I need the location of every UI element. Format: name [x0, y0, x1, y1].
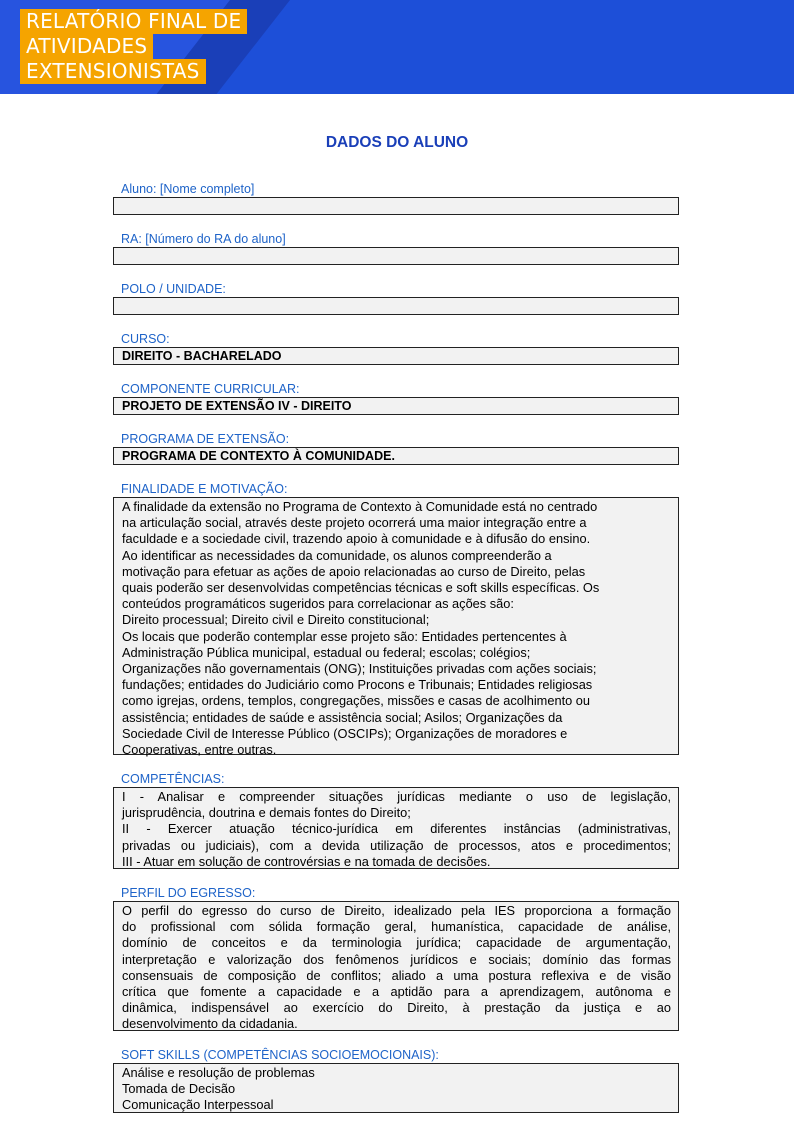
curso-label: CURSO: — [121, 332, 170, 346]
ra-field[interactable] — [113, 247, 679, 265]
finalidade-field — [113, 497, 679, 758]
text-line: Ao identificar as necessidades da comunidade, os alunos compreenderão a — [122, 547, 552, 563]
text-line: Tomada de Decisão — [122, 1081, 236, 1097]
text-line: motivação para efetuar as ações de apoio relacionadas ao curso de Direito, pelas — [122, 563, 586, 579]
componente-label: COMPONENTE CURRICULAR: — [121, 382, 300, 396]
text-line: fundações; entidades do Judiciário como Procons e Tribunais; Entidades religiosas — [122, 677, 593, 693]
curso-field: DIREITO - BACHARELADO — [113, 347, 679, 365]
competencias-label: COMPETÊNCIAS: — [121, 772, 225, 786]
text-line: como igrejas, ordens, templos, congregações, missões e casas de acolhimento ou — [122, 693, 591, 709]
text-line: faculdade e a sociedade civil, trazendo apoio à comunidade e à difusão do ensino. — [122, 531, 591, 547]
text-line: conteúdos programáticos sugeridos para correlacionar as ações são: — [122, 596, 514, 612]
polo-label: POLO / UNIDADE: — [121, 282, 226, 296]
aluno-field[interactable] — [113, 197, 679, 215]
programa-field: PROGRAMA DE CONTEXTO À COMUNIDADE. — [113, 447, 679, 465]
text-line: Direito processual; Direito civil e Direito constitucional; — [122, 612, 430, 628]
report-title-line: EXTENSIONISTAS — [20, 59, 206, 84]
text-line: jurisprudência, doutrina e demais fontes do Direito; — [122, 805, 411, 821]
report-title-line: ATIVIDADES — [20, 34, 153, 59]
text-line: assistência; entidades de saúde e assistência social; Asilos; Organizações da — [122, 709, 563, 725]
componente-field: PROJETO DE EXTENSÃO IV - DIREITO — [113, 397, 679, 415]
text-line: II - Exercer atuação técnico-jurídica em diferentes instâncias (administrativas, — [122, 821, 671, 837]
text-line: desenvolvimento da cidadania. — [122, 1016, 298, 1032]
text-line: Análise e resolução de problemas — [122, 1065, 315, 1080]
text-line: Os locais que poderão contemplar esse projeto são: Entidades pertencentes à — [122, 628, 567, 644]
polo-field[interactable] — [113, 297, 679, 315]
text-line: do profissional com sólida formação geral, humanística, capacidade de análise, — [122, 919, 671, 935]
perfil-label: PERFIL DO EGRESSO: — [121, 886, 256, 900]
soft-skills-field — [113, 1063, 679, 1113]
text-line: III - Atuar em solução de controvérsias e na tomada de decisões. — [122, 853, 491, 869]
programa-label: PROGRAMA DE EXTENSÃO: — [121, 432, 290, 446]
aluno-label: Aluno: [Nome completo] — [121, 182, 255, 196]
finalidade-label: FINALIDADE E MOTIVAÇÃO: — [121, 482, 288, 496]
text-line: privadas ou judiciais), com a devida utilização de processos, atos e procedimentos; — [122, 837, 671, 853]
ra-label: RA: [Número do RA do aluno] — [121, 232, 286, 246]
text-line: crítica que fomente a capacidade e a aptidão para a aprendizagem, autônoma e — [122, 984, 671, 1000]
text-line: O perfil do egresso do curso de Direito, idealizado pela IES proporciona a formação — [122, 903, 671, 918]
text-line: domínio de conceitos e da terminologia jurídica; capacidade de argumentação, — [122, 935, 671, 951]
text-line: Organizações não governamentais (ONG); Instituições privadas com ações sociais; — [122, 661, 597, 677]
text-line: na articulação social, através deste projeto ocorrerá uma maior integração entre a — [122, 515, 587, 531]
soft-skills-label: SOFT SKILLS (COMPETÊNCIAS SOCIOEMOCIONAIS): — [121, 1048, 439, 1062]
text-line: Comunicação Interpessoal — [122, 1097, 274, 1113]
report-title — [20, 9, 247, 84]
report-title-line: RELATÓRIO FINAL DE — [20, 9, 247, 34]
perfil-field — [113, 901, 679, 1031]
text-line: dinâmica, indispensável ao exercício do Direito, à prestação da justiça e ao — [122, 1000, 671, 1016]
text-line: A finalidade da extensão no Programa de Contexto à Comunidade está no centrado — [122, 499, 598, 514]
text-line: I - Analisar e compreender situações jurídicas mediante o uso de legislação, — [122, 789, 671, 804]
header-banner — [0, 0, 794, 94]
text-line: quais poderão ser desenvolvidas competências técnicas e soft skills específicas. Os — [122, 580, 600, 596]
text-line: Administração Pública municipal, estadual ou federal; escolas; colégios; — [122, 644, 531, 660]
text-line: consensuais de composição de conflitos; aliado a uma postura reflexiva e de visão — [122, 967, 671, 983]
text-line: Cooperativas, entre outras. — [122, 742, 277, 758]
section-title: DADOS DO ALUNO — [325, 134, 469, 151]
text-line: interpretação e valorização dos fenômenos jurídicos e sociais; domínio das formas — [122, 951, 671, 967]
text-line: Sociedade Civil de Interesse Público (OSCIPs); Organizações de moradores e — [122, 725, 568, 741]
competencias-field — [113, 787, 679, 869]
